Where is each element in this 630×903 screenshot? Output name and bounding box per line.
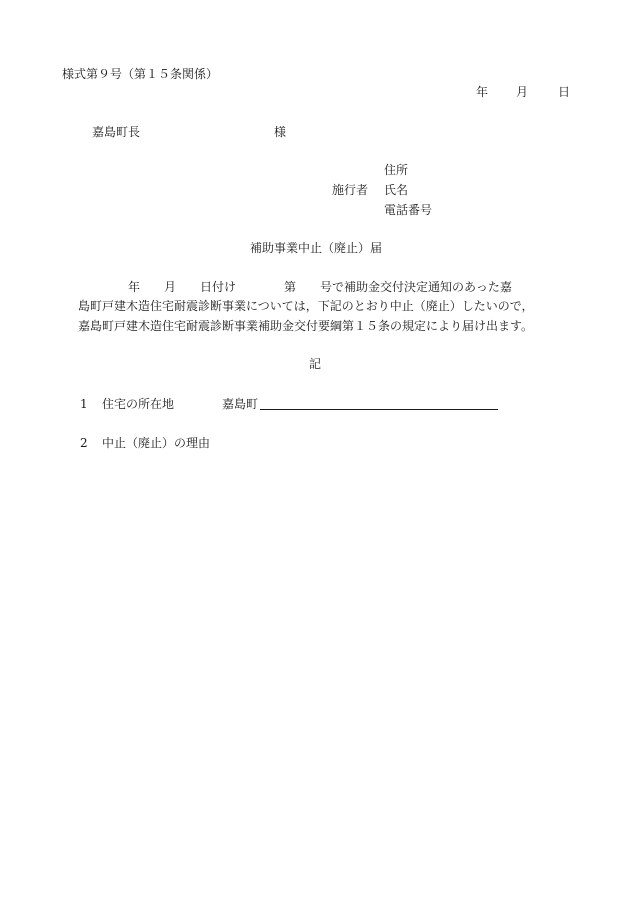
addressee-honorific: 様 [274,125,287,139]
applicant-role: 施行者 [332,183,369,197]
ki-heading: 記 [309,357,322,371]
phone-label: 電話番号 [384,203,433,217]
form-number: 様式第９号（第１５条関係） [62,67,219,81]
item-number: 1 [80,397,88,411]
addressee-name: 嘉島町長 [92,125,141,139]
document-title: 補助事業中止（廃止）届 [250,241,383,255]
item-house-location [80,397,259,411]
body-line-2: 島町戸建木造住宅耐震診断事業については，下記のとおり中止（廃止）したいので， [78,299,534,313]
name-label: 氏名 [384,183,409,197]
date-year: 年 [476,85,489,99]
body-line-3: 嘉島町戸建木造住宅耐震診断事業補助金交付要綱第１５条の規定により届け出ます。 [78,319,534,333]
date-day: 日 [558,85,571,99]
addressee [92,125,287,139]
date-month: 月 [516,85,529,99]
date-line [476,86,570,98]
item-number: 2 [80,436,88,450]
item-value: 嘉島町 [222,397,259,411]
address-underline [260,409,498,410]
item-label: 住宅の所在地 [102,397,175,411]
item-cancellation-reason [80,436,211,450]
body-line-1: 年 月 日付け 第 号で補助金交付決定通知のあった嘉 [128,280,512,294]
address-label: 住所 [384,163,409,177]
item-label: 中止（廃止）の理由 [102,436,211,450]
